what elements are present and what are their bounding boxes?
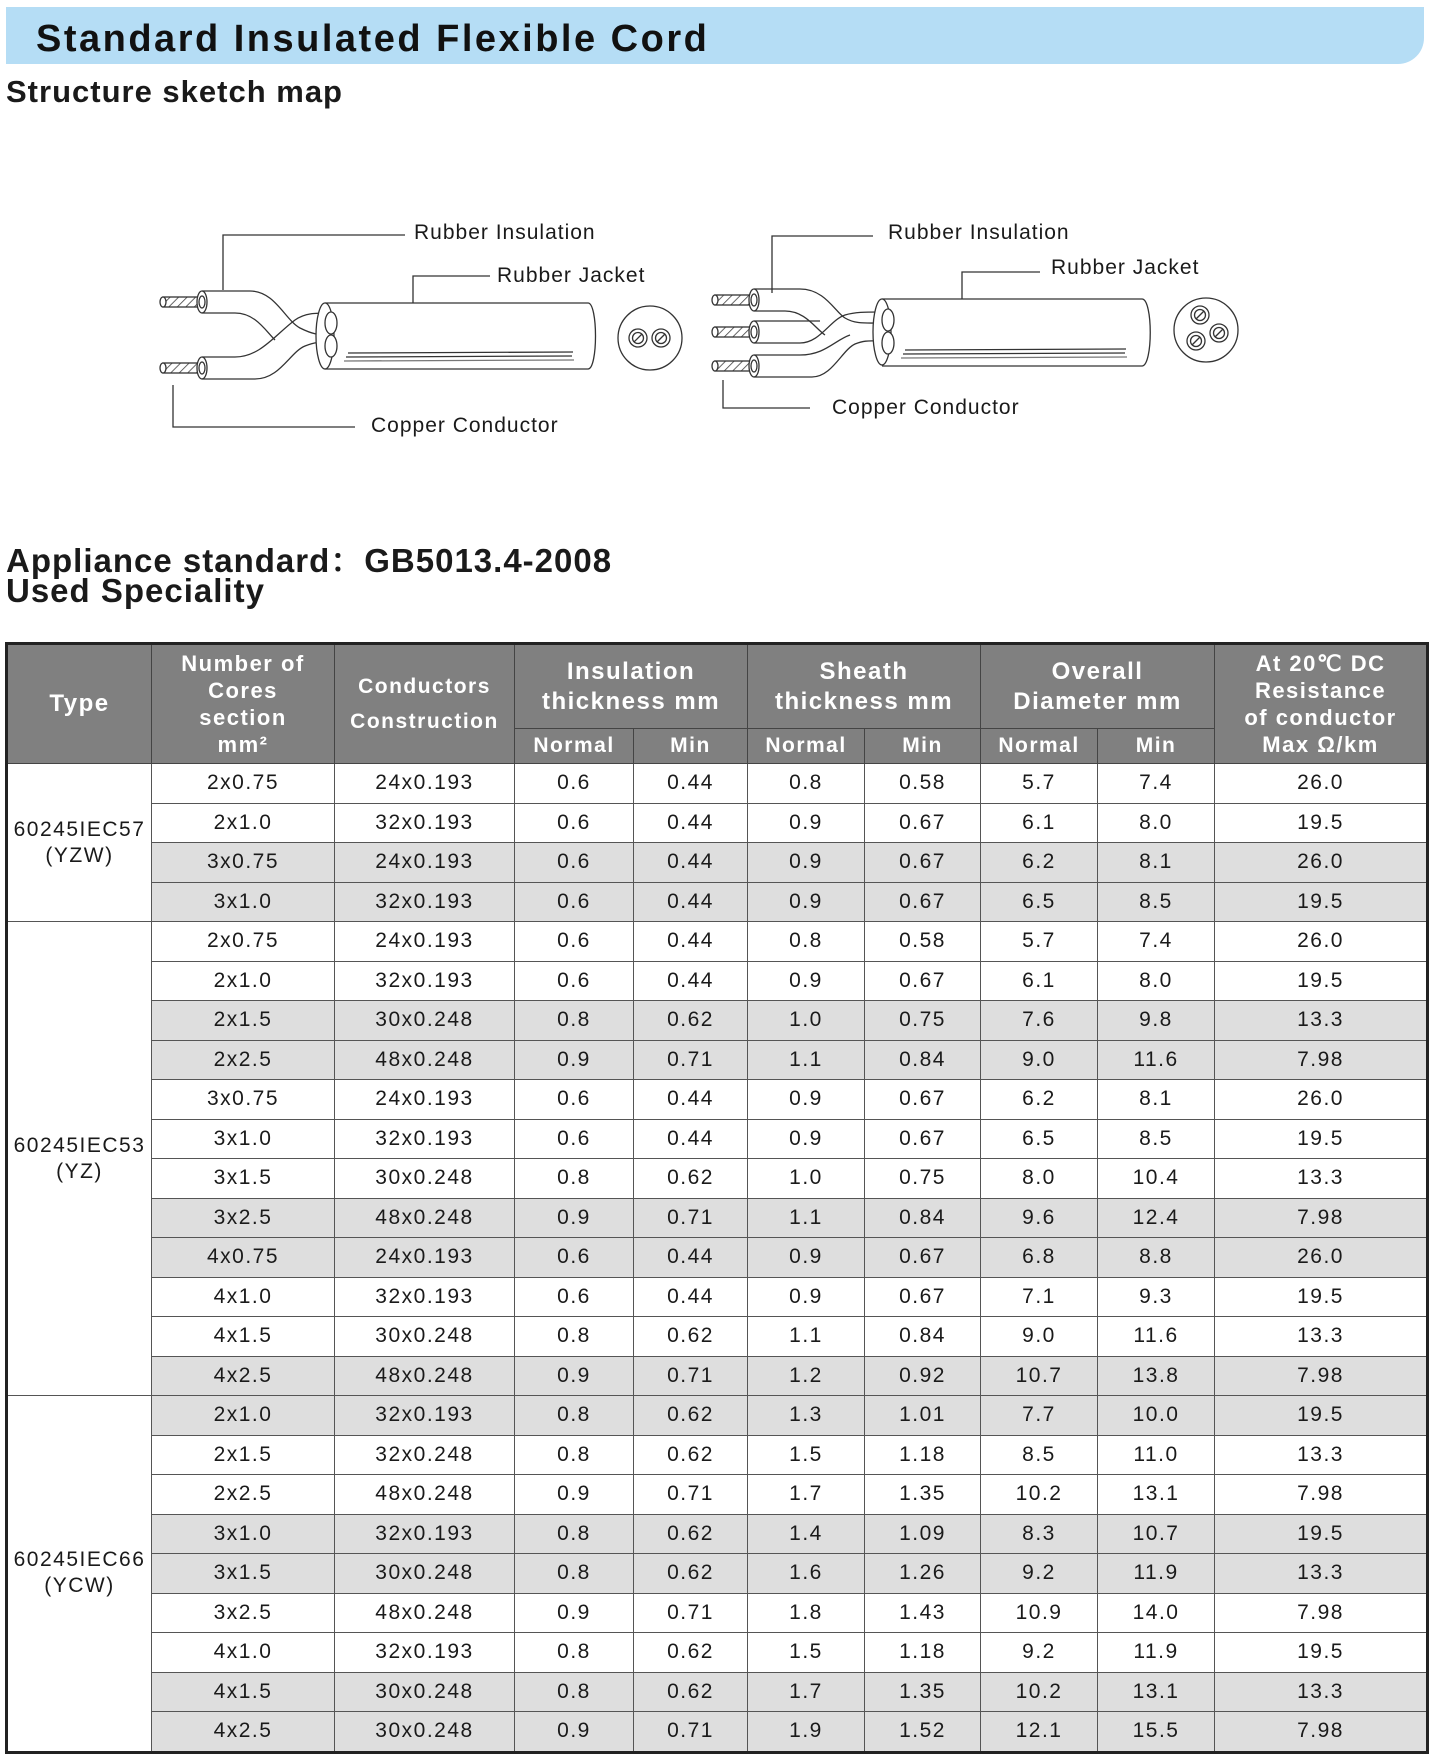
cell-od-n: 6.5 <box>981 882 1098 922</box>
cell-od-n: 5.7 <box>981 764 1098 804</box>
cell-od-n: 12.1 <box>981 1712 1098 1753</box>
cell-cond: 32x0.193 <box>335 1277 515 1317</box>
cell-cores: 4x1.5 <box>152 1672 335 1712</box>
cell-od-m: 8.5 <box>1098 882 1215 922</box>
cell-cond: 48x0.248 <box>335 1040 515 1080</box>
cell-cond: 48x0.248 <box>335 1475 515 1515</box>
cell-od-m: 8.0 <box>1098 803 1215 843</box>
type-cell: 60245IEC53 (YZ) <box>7 922 152 1396</box>
cell-res: 13.3 <box>1215 1554 1428 1594</box>
header-sheath-min: Min <box>865 729 981 764</box>
cell-sh-m: 0.92 <box>865 1356 981 1396</box>
cell-sh-m: 1.35 <box>865 1475 981 1515</box>
cell-ins-n: 0.6 <box>515 922 634 962</box>
cell-cores: 3x1.5 <box>152 1159 335 1199</box>
cell-od-m: 9.8 <box>1098 1001 1215 1041</box>
cell-sh-n: 1.9 <box>748 1712 865 1753</box>
cell-od-m: 12.4 <box>1098 1198 1215 1238</box>
cell-ins-n: 0.8 <box>515 1672 634 1712</box>
cell-cores: 4x1.0 <box>152 1633 335 1673</box>
cell-ins-m: 0.44 <box>634 1238 748 1278</box>
cell-ins-m: 0.71 <box>634 1198 748 1238</box>
cell-cond: 30x0.248 <box>335 1712 515 1753</box>
cell-od-m: 13.1 <box>1098 1475 1215 1515</box>
cell-sh-n: 1.1 <box>748 1040 865 1080</box>
cell-sh-m: 0.75 <box>865 1001 981 1041</box>
cell-ins-m: 0.71 <box>634 1040 748 1080</box>
cell-ins-n: 0.8 <box>515 1001 634 1041</box>
cell-od-n: 6.2 <box>981 1080 1098 1120</box>
cable-sketch-icon <box>0 160 1431 500</box>
cell-cores: 3x0.75 <box>152 843 335 883</box>
cell-res: 26.0 <box>1215 1080 1428 1120</box>
cell-ins-n: 0.9 <box>515 1198 634 1238</box>
header-resistance: At 20℃ DC Resistance of conductor Max Ω/km <box>1215 644 1428 764</box>
cell-od-m: 7.4 <box>1098 922 1215 962</box>
cell-res: 13.3 <box>1215 1159 1428 1199</box>
cell-res: 13.3 <box>1215 1672 1428 1712</box>
cell-cond: 30x0.248 <box>335 1672 515 1712</box>
cell-od-m: 11.6 <box>1098 1317 1215 1357</box>
cell-ins-m: 0.62 <box>634 1001 748 1041</box>
cell-cond: 30x0.248 <box>335 1317 515 1357</box>
cell-cores: 2x1.0 <box>152 961 335 1001</box>
cell-ins-m: 0.44 <box>634 1080 748 1120</box>
cell-sh-m: 0.75 <box>865 1159 981 1199</box>
cell-cond: 32x0.193 <box>335 1514 515 1554</box>
cell-cores: 4x0.75 <box>152 1238 335 1278</box>
cell-od-n: 8.5 <box>981 1435 1098 1475</box>
cell-sh-n: 1.4 <box>748 1514 865 1554</box>
table-row <box>7 1554 1428 1594</box>
spec-table-body <box>7 764 1428 1753</box>
cell-sh-m: 0.58 <box>865 764 981 804</box>
cell-cond: 24x0.193 <box>335 843 515 883</box>
table-row <box>7 1672 1428 1712</box>
cell-res: 19.5 <box>1215 1396 1428 1436</box>
cell-cores: 4x1.0 <box>152 1277 335 1317</box>
cell-ins-m: 0.62 <box>634 1396 748 1436</box>
cell-ins-n: 0.6 <box>515 1277 634 1317</box>
table-row <box>7 1317 1428 1357</box>
cell-sh-m: 1.26 <box>865 1554 981 1594</box>
table-row <box>7 1712 1428 1753</box>
cell-ins-m: 0.62 <box>634 1672 748 1712</box>
cell-res: 19.5 <box>1215 1277 1428 1317</box>
cell-res: 19.5 <box>1215 1514 1428 1554</box>
cell-od-m: 9.3 <box>1098 1277 1215 1317</box>
cell-sh-m: 0.67 <box>865 803 981 843</box>
cell-ins-n: 0.6 <box>515 961 634 1001</box>
cell-res: 26.0 <box>1215 922 1428 962</box>
cell-od-n: 8.3 <box>981 1514 1098 1554</box>
cell-cond: 30x0.248 <box>335 1554 515 1594</box>
table-row <box>7 803 1428 843</box>
cell-res: 7.98 <box>1215 1712 1428 1753</box>
cell-cond: 30x0.248 <box>335 1001 515 1041</box>
table-row <box>7 1119 1428 1159</box>
cell-sh-n: 1.7 <box>748 1475 865 1515</box>
cell-sh-n: 0.9 <box>748 882 865 922</box>
cell-sh-n: 1.8 <box>748 1593 865 1633</box>
table-row <box>7 1396 1428 1436</box>
cell-od-n: 10.9 <box>981 1593 1098 1633</box>
cell-cores: 2x0.75 <box>152 764 335 804</box>
cell-cond: 24x0.193 <box>335 1238 515 1278</box>
cell-sh-m: 0.58 <box>865 922 981 962</box>
header-cores: Number of Cores section mm² <box>152 644 335 764</box>
table-row <box>7 1040 1428 1080</box>
cell-sh-n: 1.5 <box>748 1633 865 1673</box>
table-row <box>7 1356 1428 1396</box>
cell-od-n: 10.7 <box>981 1356 1098 1396</box>
table-row <box>7 1435 1428 1475</box>
cell-res: 26.0 <box>1215 1238 1428 1278</box>
page-title: Standard Insulated Flexible Cord <box>36 18 710 60</box>
cell-sh-n: 0.9 <box>748 843 865 883</box>
header-sheath: Sheath thickness mm <box>748 644 981 729</box>
cell-res: 7.98 <box>1215 1593 1428 1633</box>
cell-ins-n: 0.9 <box>515 1712 634 1753</box>
cell-res: 7.98 <box>1215 1475 1428 1515</box>
label-rubber-jacket-2core: Rubber Jacket <box>497 264 646 287</box>
cell-ins-m: 0.44 <box>634 1277 748 1317</box>
table-row <box>7 1159 1428 1199</box>
cell-od-n: 9.0 <box>981 1040 1098 1080</box>
cell-ins-n: 0.8 <box>515 1159 634 1199</box>
cell-ins-n: 0.8 <box>515 1396 634 1436</box>
cell-sh-n: 0.9 <box>748 1277 865 1317</box>
cell-od-n: 6.5 <box>981 1119 1098 1159</box>
cell-od-n: 5.7 <box>981 922 1098 962</box>
cell-cores: 3x1.0 <box>152 1119 335 1159</box>
cell-cond: 24x0.193 <box>335 764 515 804</box>
cell-od-m: 10.0 <box>1098 1396 1215 1436</box>
cell-cores: 2x1.0 <box>152 803 335 843</box>
cell-cores: 4x1.5 <box>152 1317 335 1357</box>
table-row <box>7 961 1428 1001</box>
cell-ins-n: 0.6 <box>515 764 634 804</box>
cell-od-m: 11.9 <box>1098 1554 1215 1594</box>
table-row <box>7 1593 1428 1633</box>
cell-ins-n: 0.8 <box>515 1435 634 1475</box>
cell-ins-n: 0.8 <box>515 1317 634 1357</box>
cell-cores: 2x1.0 <box>152 1396 335 1436</box>
table-row <box>7 1001 1428 1041</box>
cell-ins-n: 0.8 <box>515 1633 634 1673</box>
cell-ins-m: 0.62 <box>634 1514 748 1554</box>
cell-ins-m: 0.44 <box>634 764 748 804</box>
cell-ins-m: 0.62 <box>634 1317 748 1357</box>
cell-ins-m: 0.62 <box>634 1159 748 1199</box>
cell-od-n: 7.1 <box>981 1277 1098 1317</box>
cell-res: 13.3 <box>1215 1435 1428 1475</box>
structure-diagram <box>0 160 1431 500</box>
cell-od-n: 9.2 <box>981 1554 1098 1594</box>
cell-sh-n: 0.9 <box>748 1119 865 1159</box>
cell-ins-m: 0.62 <box>634 1435 748 1475</box>
header-type: Type <box>7 644 152 764</box>
header-insulation: Insulation thickness mm <box>515 644 748 729</box>
cell-ins-m: 0.44 <box>634 843 748 883</box>
cell-cores: 2x2.5 <box>152 1040 335 1080</box>
cell-sh-n: 1.3 <box>748 1396 865 1436</box>
cell-res: 13.3 <box>1215 1001 1428 1041</box>
cell-ins-m: 0.71 <box>634 1356 748 1396</box>
cell-od-m: 11.6 <box>1098 1040 1215 1080</box>
header-sheath-normal: Normal <box>748 729 865 764</box>
cell-sh-m: 0.84 <box>865 1198 981 1238</box>
cell-res: 13.3 <box>1215 1317 1428 1357</box>
type-cell: 60245IEC57 (YZW) <box>7 764 152 922</box>
cell-sh-m: 0.84 <box>865 1040 981 1080</box>
cell-ins-n: 0.9 <box>515 1356 634 1396</box>
cell-ins-n: 0.6 <box>515 1238 634 1278</box>
cell-od-n: 6.2 <box>981 843 1098 883</box>
cell-sh-m: 0.67 <box>865 843 981 883</box>
appliance-standard-label: Appliance standard： <box>6 542 365 579</box>
cell-od-n: 10.2 <box>981 1672 1098 1712</box>
cell-sh-n: 0.9 <box>748 1080 865 1120</box>
cell-ins-n: 0.8 <box>515 1554 634 1594</box>
cell-sh-m: 1.18 <box>865 1633 981 1673</box>
cell-cond: 48x0.248 <box>335 1356 515 1396</box>
cell-cores: 4x2.5 <box>152 1356 335 1396</box>
cell-sh-m: 1.43 <box>865 1593 981 1633</box>
cell-ins-n: 0.6 <box>515 882 634 922</box>
cell-cores: 3x1.5 <box>152 1554 335 1594</box>
cell-sh-n: 1.1 <box>748 1198 865 1238</box>
cell-od-m: 8.1 <box>1098 843 1215 883</box>
cell-sh-m: 0.67 <box>865 1080 981 1120</box>
cell-res: 7.98 <box>1215 1356 1428 1396</box>
header-overall-diameter: Overall Diameter mm <box>981 644 1215 729</box>
cell-od-m: 10.4 <box>1098 1159 1215 1199</box>
table-row <box>7 1514 1428 1554</box>
cell-od-n: 6.1 <box>981 961 1098 1001</box>
cell-ins-n: 0.9 <box>515 1475 634 1515</box>
cell-cond: 32x0.193 <box>335 961 515 1001</box>
cell-cores: 2x1.5 <box>152 1435 335 1475</box>
cell-res: 19.5 <box>1215 803 1428 843</box>
cell-cores: 2x1.5 <box>152 1001 335 1041</box>
cell-ins-m: 0.62 <box>634 1633 748 1673</box>
cell-od-m: 15.5 <box>1098 1712 1215 1753</box>
cell-ins-m: 0.44 <box>634 803 748 843</box>
cell-sh-n: 0.8 <box>748 922 865 962</box>
label-rubber-insulation-2core: Rubber Insulation <box>414 221 596 244</box>
used-speciality: Used Speciality <box>6 572 265 609</box>
cell-res: 7.98 <box>1215 1040 1428 1080</box>
header-overall-normal: Normal <box>981 729 1098 764</box>
cell-od-m: 7.4 <box>1098 764 1215 804</box>
cell-od-m: 11.0 <box>1098 1435 1215 1475</box>
cell-od-m: 13.1 <box>1098 1672 1215 1712</box>
cell-sh-n: 1.0 <box>748 1001 865 1041</box>
table-row <box>7 764 1428 804</box>
cell-od-n: 7.7 <box>981 1396 1098 1436</box>
cell-od-m: 8.5 <box>1098 1119 1215 1159</box>
table-row <box>7 843 1428 883</box>
cell-cores: 3x1.0 <box>152 882 335 922</box>
cell-sh-n: 1.6 <box>748 1554 865 1594</box>
cell-od-n: 8.0 <box>981 1159 1098 1199</box>
cell-sh-m: 1.52 <box>865 1712 981 1753</box>
cell-sh-m: 1.09 <box>865 1514 981 1554</box>
cell-sh-n: 1.2 <box>748 1356 865 1396</box>
section-title-structure: Structure sketch map <box>6 74 343 109</box>
cell-ins-m: 0.44 <box>634 961 748 1001</box>
cell-res: 19.5 <box>1215 882 1428 922</box>
cell-od-n: 7.6 <box>981 1001 1098 1041</box>
cell-sh-m: 0.67 <box>865 1277 981 1317</box>
cell-ins-n: 0.6 <box>515 1119 634 1159</box>
cell-ins-m: 0.71 <box>634 1593 748 1633</box>
table-row <box>7 1475 1428 1515</box>
cell-cores: 3x2.5 <box>152 1198 335 1238</box>
cell-sh-m: 1.18 <box>865 1435 981 1475</box>
cell-od-n: 10.2 <box>981 1475 1098 1515</box>
cell-cores: 2x0.75 <box>152 922 335 962</box>
cell-cond: 32x0.193 <box>335 1633 515 1673</box>
table-row <box>7 922 1428 962</box>
cell-sh-n: 0.9 <box>748 961 865 1001</box>
cell-sh-n: 1.7 <box>748 1672 865 1712</box>
cell-sh-n: 1.0 <box>748 1159 865 1199</box>
cell-cores: 3x0.75 <box>152 1080 335 1120</box>
header-conductors: Conductors Construction <box>335 644 515 764</box>
cell-sh-n: 0.9 <box>748 803 865 843</box>
cell-sh-m: 0.67 <box>865 961 981 1001</box>
appliance-standard-value: GB5013.4-2008 <box>364 542 613 579</box>
cell-sh-m: 1.01 <box>865 1396 981 1436</box>
cell-od-m: 8.8 <box>1098 1238 1215 1278</box>
cell-sh-m: 1.35 <box>865 1672 981 1712</box>
cell-res: 26.0 <box>1215 764 1428 804</box>
cell-cond: 32x0.248 <box>335 1435 515 1475</box>
cell-cond: 48x0.248 <box>335 1593 515 1633</box>
cell-ins-n: 0.8 <box>515 1514 634 1554</box>
cell-sh-m: 0.84 <box>865 1317 981 1357</box>
cell-sh-n: 0.9 <box>748 1238 865 1278</box>
cell-res: 19.5 <box>1215 1119 1428 1159</box>
cell-ins-m: 0.71 <box>634 1475 748 1515</box>
type-cell: 60245IEC66 (YCW) <box>7 1396 152 1753</box>
cell-ins-n: 0.9 <box>515 1040 634 1080</box>
cell-cores: 3x1.0 <box>152 1514 335 1554</box>
cell-od-m: 8.1 <box>1098 1080 1215 1120</box>
cell-res: 19.5 <box>1215 961 1428 1001</box>
table-row <box>7 1633 1428 1673</box>
table-row <box>7 882 1428 922</box>
cell-sh-m: 0.67 <box>865 1119 981 1159</box>
label-rubber-jacket-3core: Rubber Jacket <box>1051 256 1200 279</box>
cell-cores: 2x2.5 <box>152 1475 335 1515</box>
cell-od-n: 6.8 <box>981 1238 1098 1278</box>
cell-ins-m: 0.44 <box>634 882 748 922</box>
cell-ins-m: 0.44 <box>634 922 748 962</box>
cell-cond: 32x0.193 <box>335 1119 515 1159</box>
cell-res: 7.98 <box>1215 1198 1428 1238</box>
cell-cond: 30x0.248 <box>335 1159 515 1199</box>
cell-ins-m: 0.44 <box>634 1119 748 1159</box>
label-copper-conductor-3core: Copper Conductor <box>832 396 1020 419</box>
cell-cond: 32x0.193 <box>335 1396 515 1436</box>
cell-cond: 32x0.193 <box>335 803 515 843</box>
spec-table <box>5 642 1429 1754</box>
header-insulation-min: Min <box>634 729 748 764</box>
cell-ins-m: 0.71 <box>634 1712 748 1753</box>
table-row <box>7 1080 1428 1120</box>
cell-od-m: 14.0 <box>1098 1593 1215 1633</box>
table-row <box>7 1198 1428 1238</box>
cell-sh-m: 0.67 <box>865 882 981 922</box>
cell-ins-n: 0.6 <box>515 843 634 883</box>
header-insulation-normal: Normal <box>515 729 634 764</box>
title-banner <box>6 7 1424 64</box>
cell-ins-m: 0.62 <box>634 1554 748 1594</box>
cell-sh-n: 1.1 <box>748 1317 865 1357</box>
cell-ins-n: 0.9 <box>515 1593 634 1633</box>
cell-cores: 4x2.5 <box>152 1712 335 1753</box>
cell-cond: 48x0.248 <box>335 1198 515 1238</box>
table-row <box>7 1277 1428 1317</box>
cell-res: 19.5 <box>1215 1633 1428 1673</box>
cell-od-m: 10.7 <box>1098 1514 1215 1554</box>
cell-od-n: 9.6 <box>981 1198 1098 1238</box>
cell-od-n: 9.0 <box>981 1317 1098 1357</box>
cell-cond: 24x0.193 <box>335 922 515 962</box>
cell-od-m: 13.8 <box>1098 1356 1215 1396</box>
cell-sh-m: 0.67 <box>865 1238 981 1278</box>
cell-ins-n: 0.6 <box>515 1080 634 1120</box>
cell-sh-n: 0.8 <box>748 764 865 804</box>
cell-res: 26.0 <box>1215 843 1428 883</box>
cell-cond: 32x0.193 <box>335 882 515 922</box>
cell-od-n: 9.2 <box>981 1633 1098 1673</box>
cell-ins-n: 0.6 <box>515 803 634 843</box>
header-overall-min: Min <box>1098 729 1215 764</box>
cell-od-m: 8.0 <box>1098 961 1215 1001</box>
cell-sh-n: 1.5 <box>748 1435 865 1475</box>
label-rubber-insulation-3core: Rubber Insulation <box>888 221 1070 244</box>
label-copper-conductor-2core: Copper Conductor <box>371 414 559 437</box>
cell-od-n: 6.1 <box>981 803 1098 843</box>
cell-cores: 3x2.5 <box>152 1593 335 1633</box>
cell-cond: 24x0.193 <box>335 1080 515 1120</box>
table-row <box>7 1238 1428 1278</box>
cell-od-m: 11.9 <box>1098 1633 1215 1673</box>
